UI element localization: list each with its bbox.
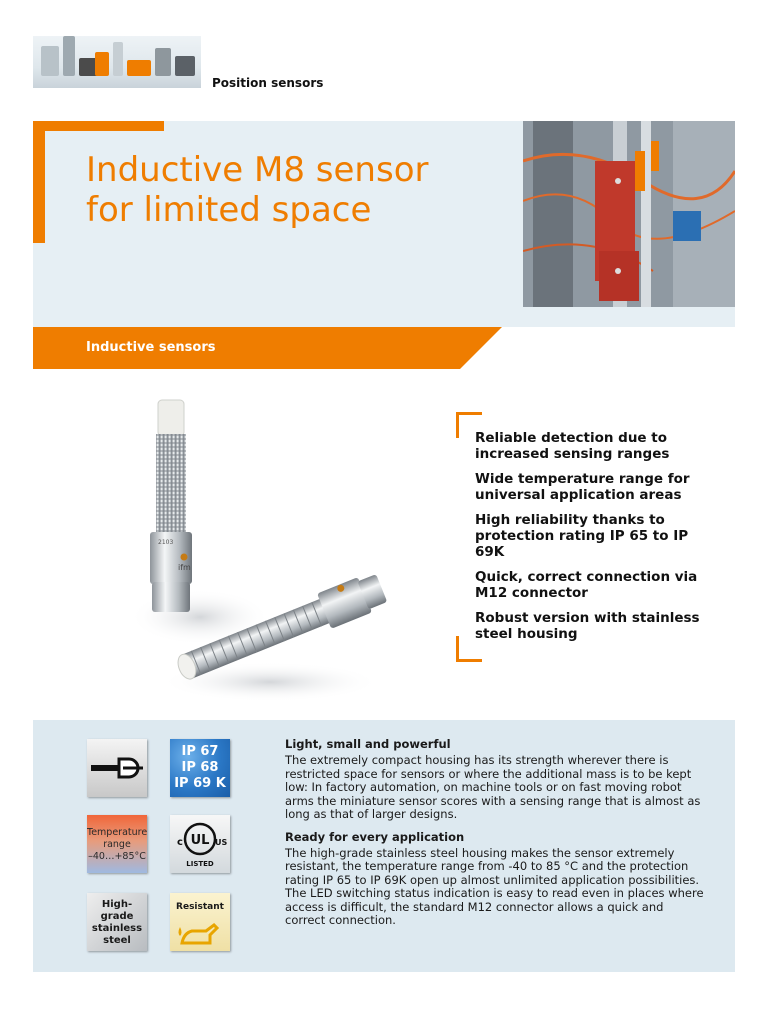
ip-rating-68: IP 68: [181, 760, 219, 775]
application-photo: [523, 121, 735, 307]
accent-corner-top: [33, 121, 164, 131]
feature-item: Reliable detection due to increased sensing ranges: [475, 430, 670, 462]
ip-rating-badge: [170, 739, 230, 797]
ul-c-mark: c: [177, 837, 183, 848]
sensor-product-image: [120, 392, 400, 702]
section-heading-2: Ready for every application: [285, 829, 465, 844]
title-line-1: Inductive M8 sensor: [86, 150, 429, 190]
feature-item: Quick, correct connection via M12 connector: [475, 569, 698, 601]
bracket-bottom-side: [456, 636, 459, 662]
section-label: Position sensors: [212, 76, 324, 90]
section-paragraph-1: The extremely compact housing has its strength wherever there is restricted space for sensors or where the additional mass is to be kept low: In factory automation, on machine tools or on fast moving robot arms the miniature sensor scores with a sensing range that is almost as long as that of larger designs.: [285, 753, 701, 821]
feature-item: Robust version with stainless steel housing: [475, 610, 700, 642]
temp-label-2: range: [103, 839, 131, 850]
ul-us-mark: US: [215, 838, 228, 847]
bracket-top-side: [456, 412, 459, 438]
temperature-range-badge: [87, 815, 147, 873]
section-heading-1: Light, small and powerful: [285, 737, 451, 751]
model-code: 2103: [158, 539, 174, 546]
steel-label-1: High-: [101, 899, 133, 910]
steel-label-4: steel: [103, 935, 131, 946]
accent-corner-left: [33, 121, 45, 243]
bracket-bottom: [456, 659, 482, 662]
resistant-badge: [170, 893, 230, 951]
temp-label-1: Temperature: [87, 827, 147, 838]
oil-can-icon: [170, 893, 230, 951]
resistant-label: Resistant: [176, 902, 224, 912]
title-line-2: for limited space: [86, 190, 372, 230]
bracket-top: [456, 412, 482, 415]
product-family-thumbnail: [33, 36, 201, 88]
ip-rating-69k: IP 69 K: [174, 776, 226, 791]
ul-listed-badge: [170, 815, 230, 873]
body-text: [285, 737, 705, 936]
connector-icon: [87, 739, 147, 797]
brand-mark: ifm: [178, 563, 191, 572]
stainless-steel-badge: [87, 893, 147, 951]
page-title: [86, 150, 506, 230]
ul-mark: UL: [190, 833, 210, 848]
ip-rating-67: IP 67: [181, 744, 219, 759]
steel-label-2: grade: [100, 911, 134, 922]
ul-listed-text: LISTED: [186, 860, 214, 868]
section-paragraph-2: The high-grade stainless steel housing makes the sensor extremely resistant, the temperature range from -40 to 85 °C and the protection rating IP 65 to IP 69K open up almost unlimited application possibilities. The LED switching status indication is easy to read even in places where access is difficult, the standard M12 connector allows a quick and correct connection.: [285, 845, 704, 927]
feature-list: [475, 430, 715, 651]
category-label: Inductive sensors: [86, 340, 216, 355]
temp-value: –40…+85°C: [88, 851, 146, 862]
steel-label-3: stainless: [91, 923, 143, 934]
feature-item: High reliability thanks to protection rating IP 65 to IP 69K: [475, 512, 689, 560]
feature-item: Wide temperature range for universal application areas: [475, 471, 690, 503]
